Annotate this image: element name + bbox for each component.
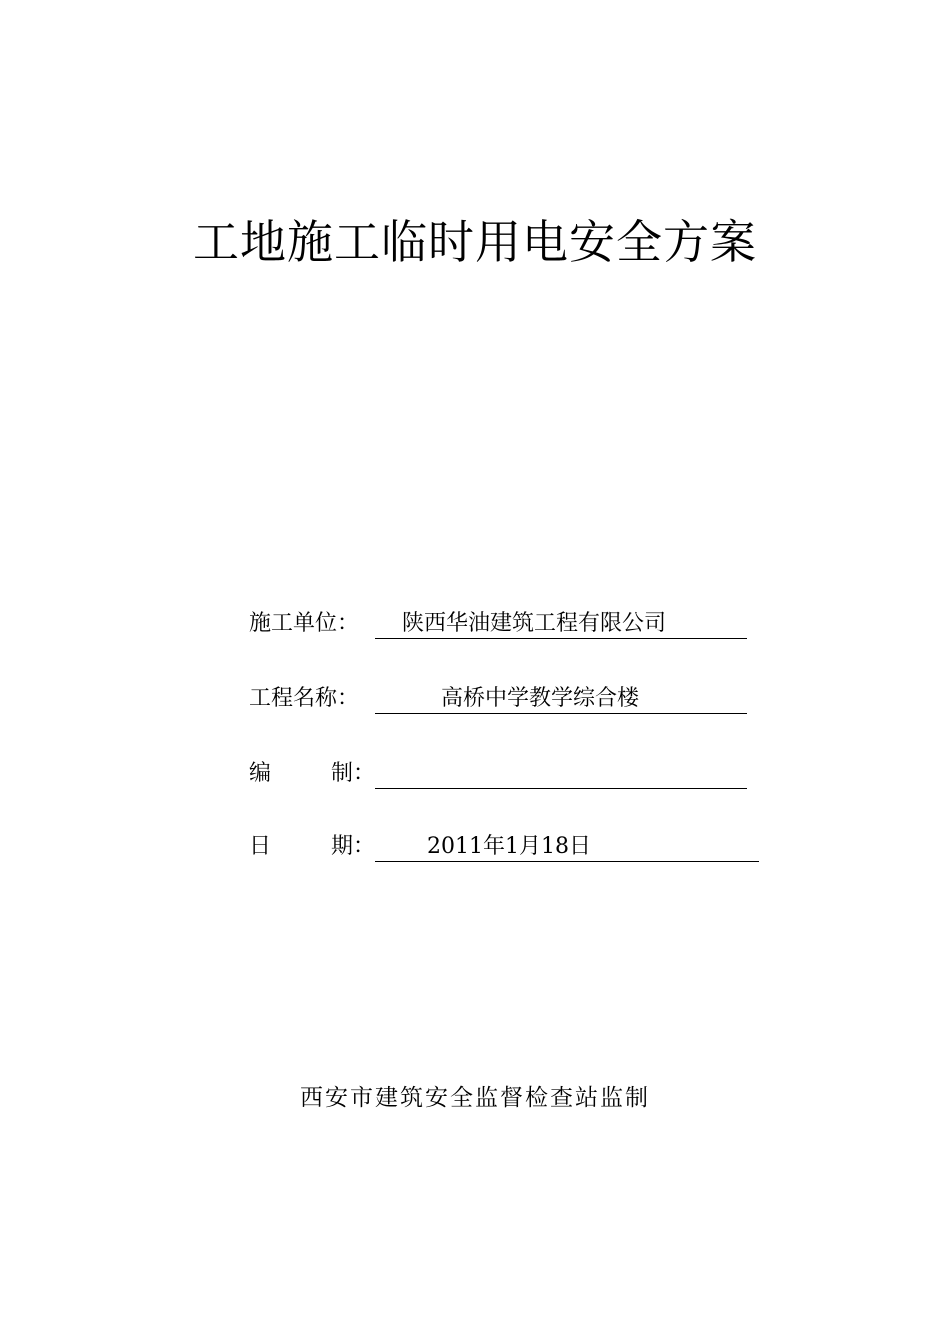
compiler-row bbox=[249, 757, 747, 789]
supervision-footer: 西安市建筑安全监督检查站监制 bbox=[300, 1085, 650, 1111]
date-label-part1: 日 bbox=[249, 834, 272, 859]
construction-unit-row bbox=[249, 607, 747, 639]
compiler-label-part1: 编 bbox=[249, 761, 272, 786]
project-name-row bbox=[249, 682, 747, 714]
document-title: 工地施工临时用电安全方案 bbox=[193, 215, 757, 269]
project-name-value: 高桥中学教学综合楼 bbox=[375, 684, 747, 714]
compiler-label bbox=[249, 759, 375, 789]
compiler-label-part2: 制： bbox=[330, 761, 375, 786]
project-name-label: 工程名称： bbox=[249, 686, 360, 711]
date-row bbox=[249, 830, 759, 862]
construction-unit-label: 施工单位： bbox=[249, 611, 360, 636]
construction-unit-value: 陕西华油建筑工程有限公司 bbox=[375, 609, 747, 639]
date-value: 2011年1月18日 bbox=[375, 832, 759, 862]
date-label bbox=[249, 832, 375, 862]
compiler-value bbox=[375, 759, 747, 789]
date-label-part2: 期： bbox=[330, 834, 375, 859]
